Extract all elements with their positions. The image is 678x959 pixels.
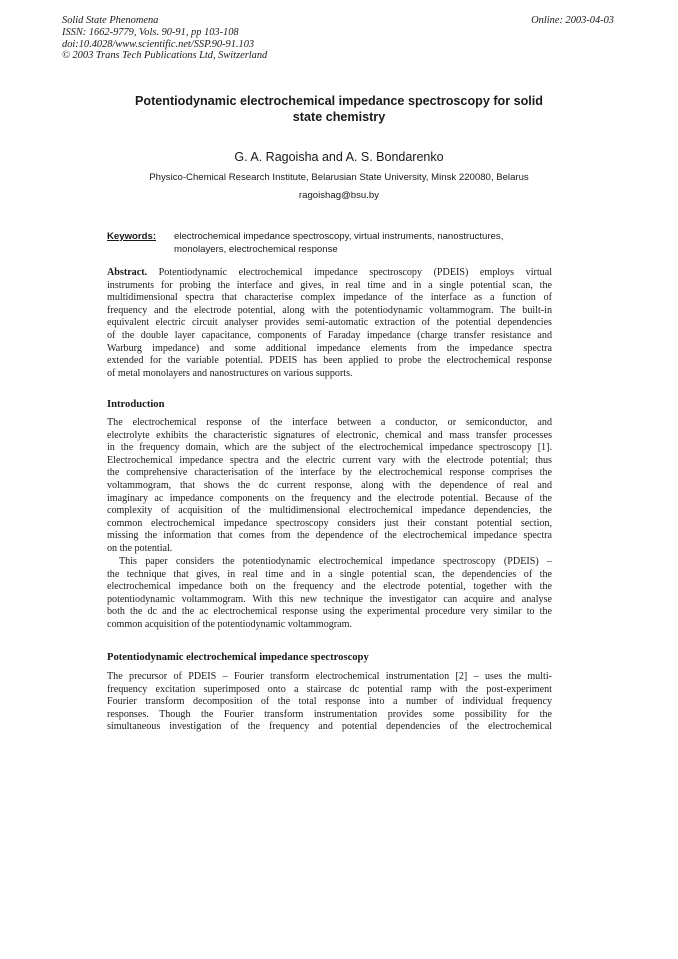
pdeis-line: The precursor of PDEIS – Fourier transform electrochemical instrumentation [2] – uses the multi- [107, 671, 552, 682]
abstract-line: equivalent electric circuit analyser provides semi-automatic extraction of the potential dependencies [107, 317, 552, 329]
abstract-line: of the double layer capacitance, components of Faraday impedance (charge transfer resistance and [107, 329, 552, 341]
pdeis-paragraph [107, 671, 552, 734]
introduction-heading: Introduction [107, 399, 165, 410]
abstract-line: frequency and the electrode potential, along with the potentiodynamic voltammogram. The built-in [107, 304, 552, 316]
title-line-1: Potentiodynamic electrochemical impedance spectroscopy for solid [134, 94, 544, 108]
pdeis-line: frequency excitation superimposed onto a staircase dc potential ramp with the post-experiment [107, 683, 552, 695]
abstract-line: Potentiodynamic electrochemical impedance spectroscopy (PDEIS) employs virtual [147, 267, 552, 278]
journal-name: Solid State Phenomena [62, 15, 159, 26]
intro-line: electrochemical impedance both on the frequency and the electrode potential, together with the [107, 581, 552, 593]
abstract-label: Abstract. [107, 267, 148, 278]
abstract-line: of metal monolayers and nanostructures on various supports. [107, 367, 353, 379]
abstract-line: multidimensional spectra that characterise complex impedance of the interface as a function of [107, 292, 552, 304]
authors: G. A. Ragoisha and A. S. Bondarenko [234, 150, 444, 164]
affiliation: Physico-Chemical Research Institute, Belarusian State University, Minsk 220080, Belarus [149, 172, 529, 183]
intro-line: This paper considers the potentiodynamic electrochemical impedance spectroscopy (PDEIS) – [119, 556, 552, 567]
intro-line: The electrochemical response of the interface between a conductor, or semiconductor, and [107, 417, 552, 428]
intro-line: imaginary ac impedance components on the frequency and the electrode potential. Because of the [107, 492, 552, 504]
intro-line: potentiodynamic voltammogram. With this new technique the investigator can acquire and analyse [107, 593, 552, 605]
intro-line: both the dc and the ac electrochemical response using the experimental procedure very similar to the [107, 606, 552, 618]
intro-line: on the potential. [107, 542, 173, 554]
intro-line: the technique that gives, in real time and in a single potential scan, the dependencies of the [107, 568, 552, 580]
intro-line: voltammogram, that shows the dc current response, along with the dependence of real and [107, 479, 552, 491]
pdeis-heading: Potentiodynamic electrochemical impedance spectroscopy [107, 652, 369, 663]
keywords-line-1: electrochemical impedance spectroscopy, virtual instruments, nanostructures, [174, 231, 504, 242]
intro-line: Electrochemical impedance spectra and the electric current vary with the electrode potential; thus [107, 454, 552, 466]
intro-line: complexity of acquisition of the multidimensional electrochemical impedance dependencies, the [107, 505, 552, 517]
pdeis-line: responses. Though the Fourier transform instrumentation provides some possibility for the [107, 708, 552, 720]
keywords [107, 230, 567, 256]
abstract [107, 267, 552, 380]
intro-line: in the frequency domain, which are the subject of the electrochemical impedance spectroscopy [1]. [107, 442, 552, 454]
pdeis-line: simultaneous investigation of the frequency and potential dependencies of the electrochemical [107, 721, 552, 733]
intro-line: common acquisition of the potentiodynamic voltammogram. [107, 618, 353, 630]
online-date: Online: 2003-04-03 [531, 15, 614, 26]
introduction-paragraph-2 [107, 556, 552, 632]
paper-title [95, 93, 583, 125]
doi-line: doi:10.4028/www.scientific.net/SSP.90-91.103 [62, 38, 255, 50]
copyright-line: © 2003 Trans Tech Publications Ltd, Switzerland [62, 50, 268, 62]
keywords-label: Keywords: [107, 231, 157, 242]
intro-line: electrolyte exhibits the characteristic signatures of electronic, chemical and mass transfer processes [107, 429, 552, 441]
email-address: ragoishag@bsu.by [298, 190, 380, 201]
abstract-line: instruments for probing the interface and gives, in real time and in a single potential scan, the [107, 279, 552, 291]
intro-line: common electrochemical impedance spectroscopy considers just their constant potential section, [107, 517, 552, 529]
pdeis-line: Fourier transform decomposition of the total response into a number of individual frequency [107, 696, 552, 708]
title-line-2: state chemistry [292, 110, 386, 124]
keywords-line-2: monolayers, electrochemical response [174, 244, 338, 255]
intro-line: missing the information that comes from the dependence of the electrochemical impedance spectra [107, 530, 552, 542]
introduction-paragraph-1 [107, 417, 552, 556]
abstract-line: Warburg impedance) and some additional impedance elements from the impedance spectra [107, 342, 552, 354]
intro-line: the comprehensive characterisation of the interface by the electrochemical response comprises the [107, 467, 552, 479]
abstract-line: extended for the variable potential. PDEIS has been applied to probe the electrochemical response [107, 355, 552, 367]
issn-line: ISSN: 1662-9779, Vols. 90-91, pp 103-108 [62, 26, 239, 38]
journal-header [62, 15, 267, 62]
